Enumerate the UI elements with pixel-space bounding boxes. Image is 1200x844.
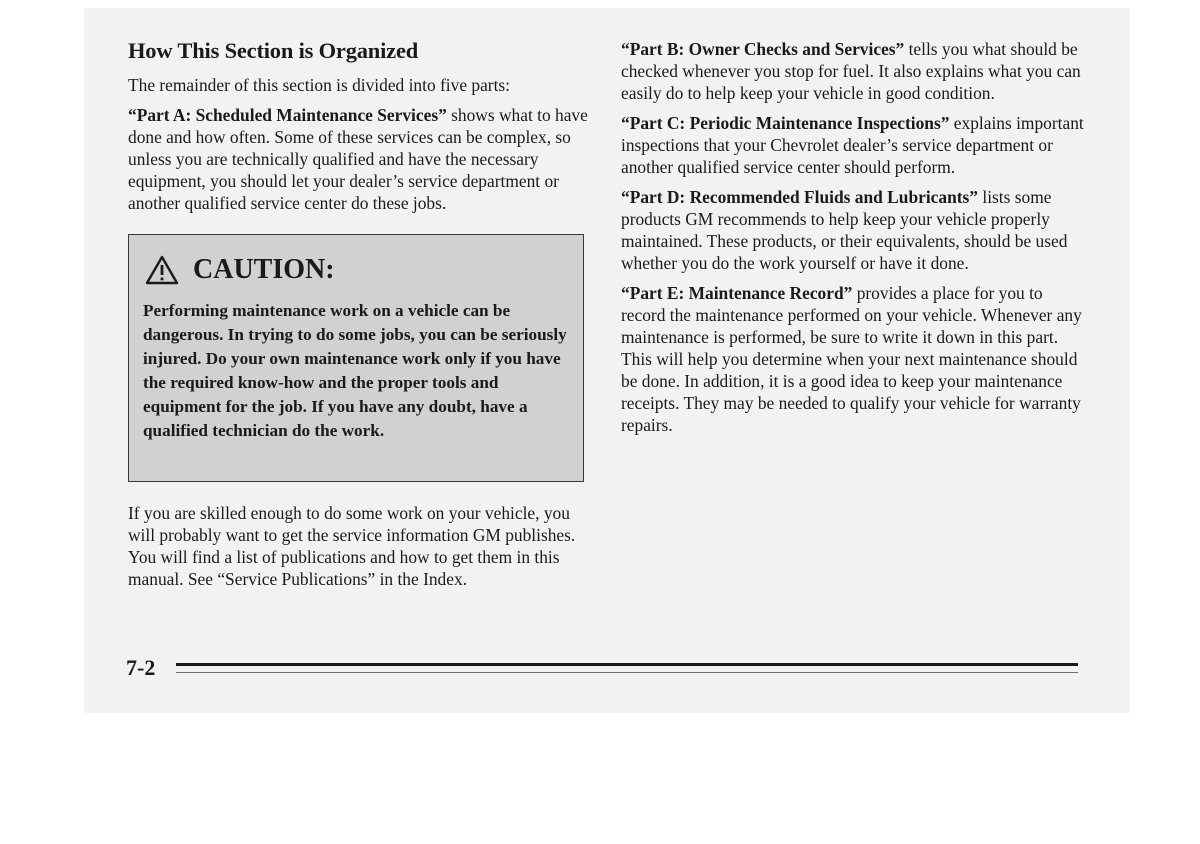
caution-header xyxy=(145,253,569,287)
part-c-text: explains important inspections that your Chevrolet dealer’s service department or another qualified service center should perform. xyxy=(621,113,1084,177)
caution-title: CAUTION: xyxy=(193,254,335,285)
page-number: 7-2 xyxy=(126,655,156,680)
footer-rule-thin xyxy=(176,672,1078,673)
part-a-text: shows what to have done and how often. Some of these services can be complex, so unless you are technically qualified and have the necessary equipment, you should let your dealer’s service department or another qualified service center do these jobs. xyxy=(128,105,588,213)
part-e-title: “Part E: Maintenance Record” xyxy=(621,283,853,303)
part-b-paragraph xyxy=(621,38,1091,104)
part-d-paragraph xyxy=(621,186,1091,274)
part-d-text: lists some products GM recommends to help keep your vehicle properly maintained. These products, or their equivalents, should be used whether you do the work yourself or have it done. xyxy=(621,187,1068,273)
part-c-paragraph xyxy=(621,112,1091,178)
intro-paragraph: The remainder of this section is divided into five parts: xyxy=(128,75,511,95)
left-column xyxy=(128,36,588,598)
part-a-paragraph xyxy=(128,104,588,214)
part-a-title: “Part A: Scheduled Maintenance Services” xyxy=(128,105,447,125)
part-e-paragraph xyxy=(621,282,1091,436)
skilled-paragraph: If you are skilled enough to do some work on your vehicle, you will probably want to get the service information GM publishes. You will find a list of publications and how to get them in this manual. See “Service Publications” in the Index. xyxy=(128,503,576,589)
manual-page xyxy=(84,8,1130,713)
part-e-text: provides a place for you to record the maintenance performed on your vehicle. Whenever any maintenance is performed, be sure to write it down in this part. This will help you determine when your next maintenance should be done. In addition, it is a good idea to keep your maintenance receipts. They may be needed to qualify your vehicle for warranty repairs. xyxy=(621,283,1082,435)
part-b-text: tells you what should be checked whenever you stop for fuel. It also explains what you can easily do to help keep your vehicle in good condition. xyxy=(621,39,1081,103)
part-b-title: “Part B: Owner Checks and Services” xyxy=(621,39,905,59)
right-column xyxy=(621,38,1091,444)
part-d-title: “Part D: Recommended Fluids and Lubricants” xyxy=(621,187,979,207)
warning-triangle-icon xyxy=(145,255,179,285)
section-heading: How This Section is Organized xyxy=(128,38,419,63)
part-c-title: “Part C: Periodic Maintenance Inspections” xyxy=(621,113,950,133)
caution-text: Performing maintenance work on a vehicle can be dangerous. In trying to do some jobs, you can be seriously injured. Do your own maintenance work only if you have the required know-how and the proper tools and equipment for the job. If you have any doubt, have a qualified technician do the work. xyxy=(143,301,567,440)
caution-box xyxy=(128,234,584,482)
footer-rule-thick xyxy=(176,663,1078,666)
